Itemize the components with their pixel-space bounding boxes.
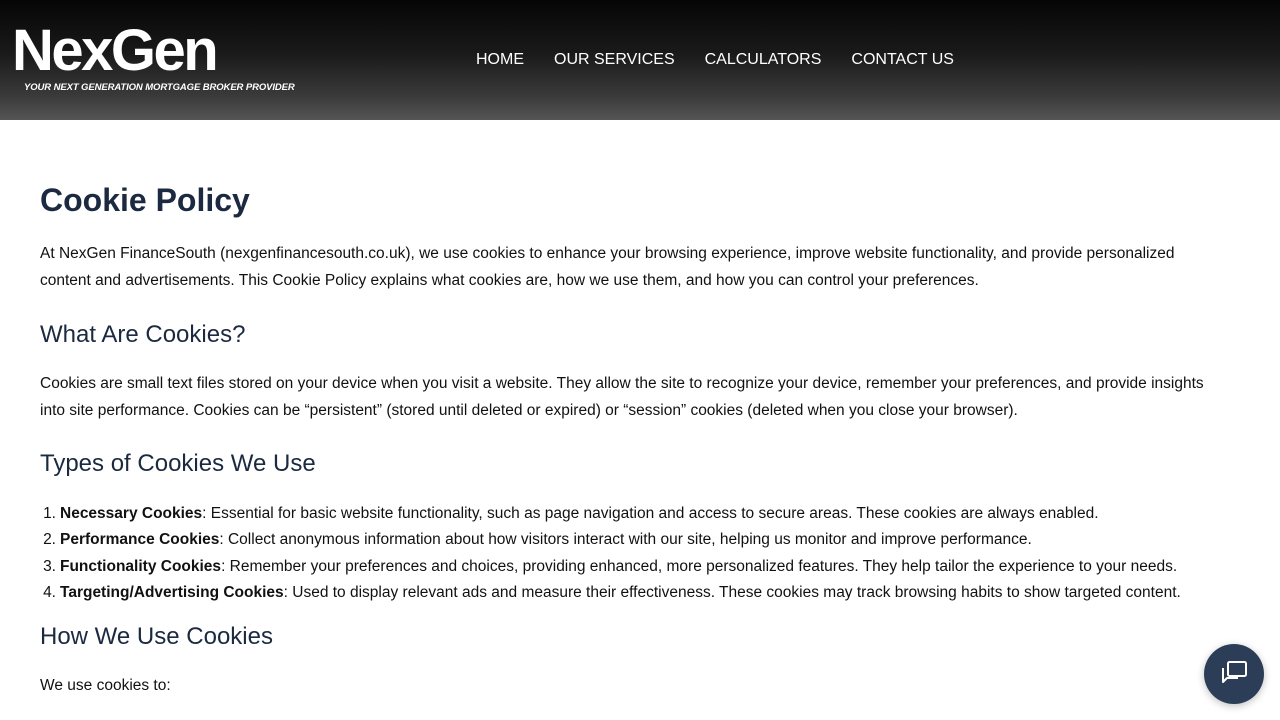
list-item — [40, 554, 1240, 580]
list-number: 4. — [43, 583, 56, 601]
what-are-cookies-heading: What Are Cookies? — [40, 321, 246, 348]
list-item — [40, 501, 1240, 527]
section1-line-2: into site performance. Cookies can be “persistent” (stored until deleted or expired) or “session” cookies (deleted when you close your browser). — [40, 401, 1018, 419]
list-number: 2. — [43, 531, 56, 549]
how-we-use-cookies-heading: How We Use Cookies — [40, 623, 273, 650]
cookie-type-desc: : Remember your preferences and choices, providing enhanced, more personalized features. They help tailor the experience to your needs. — [221, 557, 1178, 575]
chat-bubble-icon — [1219, 659, 1249, 689]
list-item — [40, 580, 1240, 606]
cookie-types-list — [40, 501, 1240, 606]
cookie-type-name: Performance Cookies — [60, 531, 220, 549]
nav-home[interactable]: HOME — [476, 51, 524, 68]
nexgen-logo[interactable] — [12, 18, 295, 94]
cookie-type-desc: : Collect anonymous information about how visitors interact with our site, helping us monitor and improve performance. — [219, 531, 1032, 549]
site-header — [0, 0, 1280, 120]
cookie-type-name: Necessary Cookies — [60, 505, 203, 522]
cookie-type-name: Functionality Cookies — [60, 557, 222, 575]
cookie-type-name: Targeting/Advertising Cookies — [60, 583, 284, 601]
cookie-type-desc: : Used to display relevant ads and measure their effectiveness. These cookies may track browsing habits to show targeted content. — [283, 583, 1181, 601]
nav-contact-us[interactable]: CONTACT US — [851, 51, 954, 68]
intro-line-1: At NexGen FinanceSouth (nexgenfinancesouth.co.uk), we use cookies to enhance your browsing experience, improve website functionality, and provide personalized — [40, 245, 1175, 262]
main-nav — [476, 50, 984, 70]
logo-tagline: YOUR NEXT GENERATION MORTGAGE BROKER PROVIDER — [24, 82, 295, 93]
types-of-cookies-heading: Types of Cookies We Use — [40, 450, 316, 477]
intro-paragraph — [40, 241, 1240, 294]
what-are-cookies-paragraph — [40, 371, 1240, 424]
nav-our-services[interactable]: OUR SERVICES — [554, 51, 675, 68]
page-title: Cookie Policy — [40, 182, 250, 218]
section1-line-1: Cookies are small text files stored on your device when you visit a website. They allow the site to recognize your device, remember your preferences, and provide insights — [40, 375, 1204, 392]
cookie-type-desc: : Essential for basic website functionality, such as page navigation and access to secure areas. These cookies are always enabled. — [202, 505, 1099, 522]
nav-calculators[interactable]: CALCULATORS — [704, 51, 822, 68]
list-item — [40, 527, 1240, 553]
logo-wordmark: NexGen — [12, 18, 217, 83]
intro-line-2: content and advertisements. This Cookie Policy explains what cookies are, how we use them, and how you can control your preferences. — [40, 271, 979, 289]
how-we-use-intro: We use cookies to: — [40, 677, 171, 694]
list-number: 3. — [43, 557, 56, 575]
list-number: 1. — [43, 505, 56, 522]
chat-button[interactable] — [1204, 644, 1264, 704]
